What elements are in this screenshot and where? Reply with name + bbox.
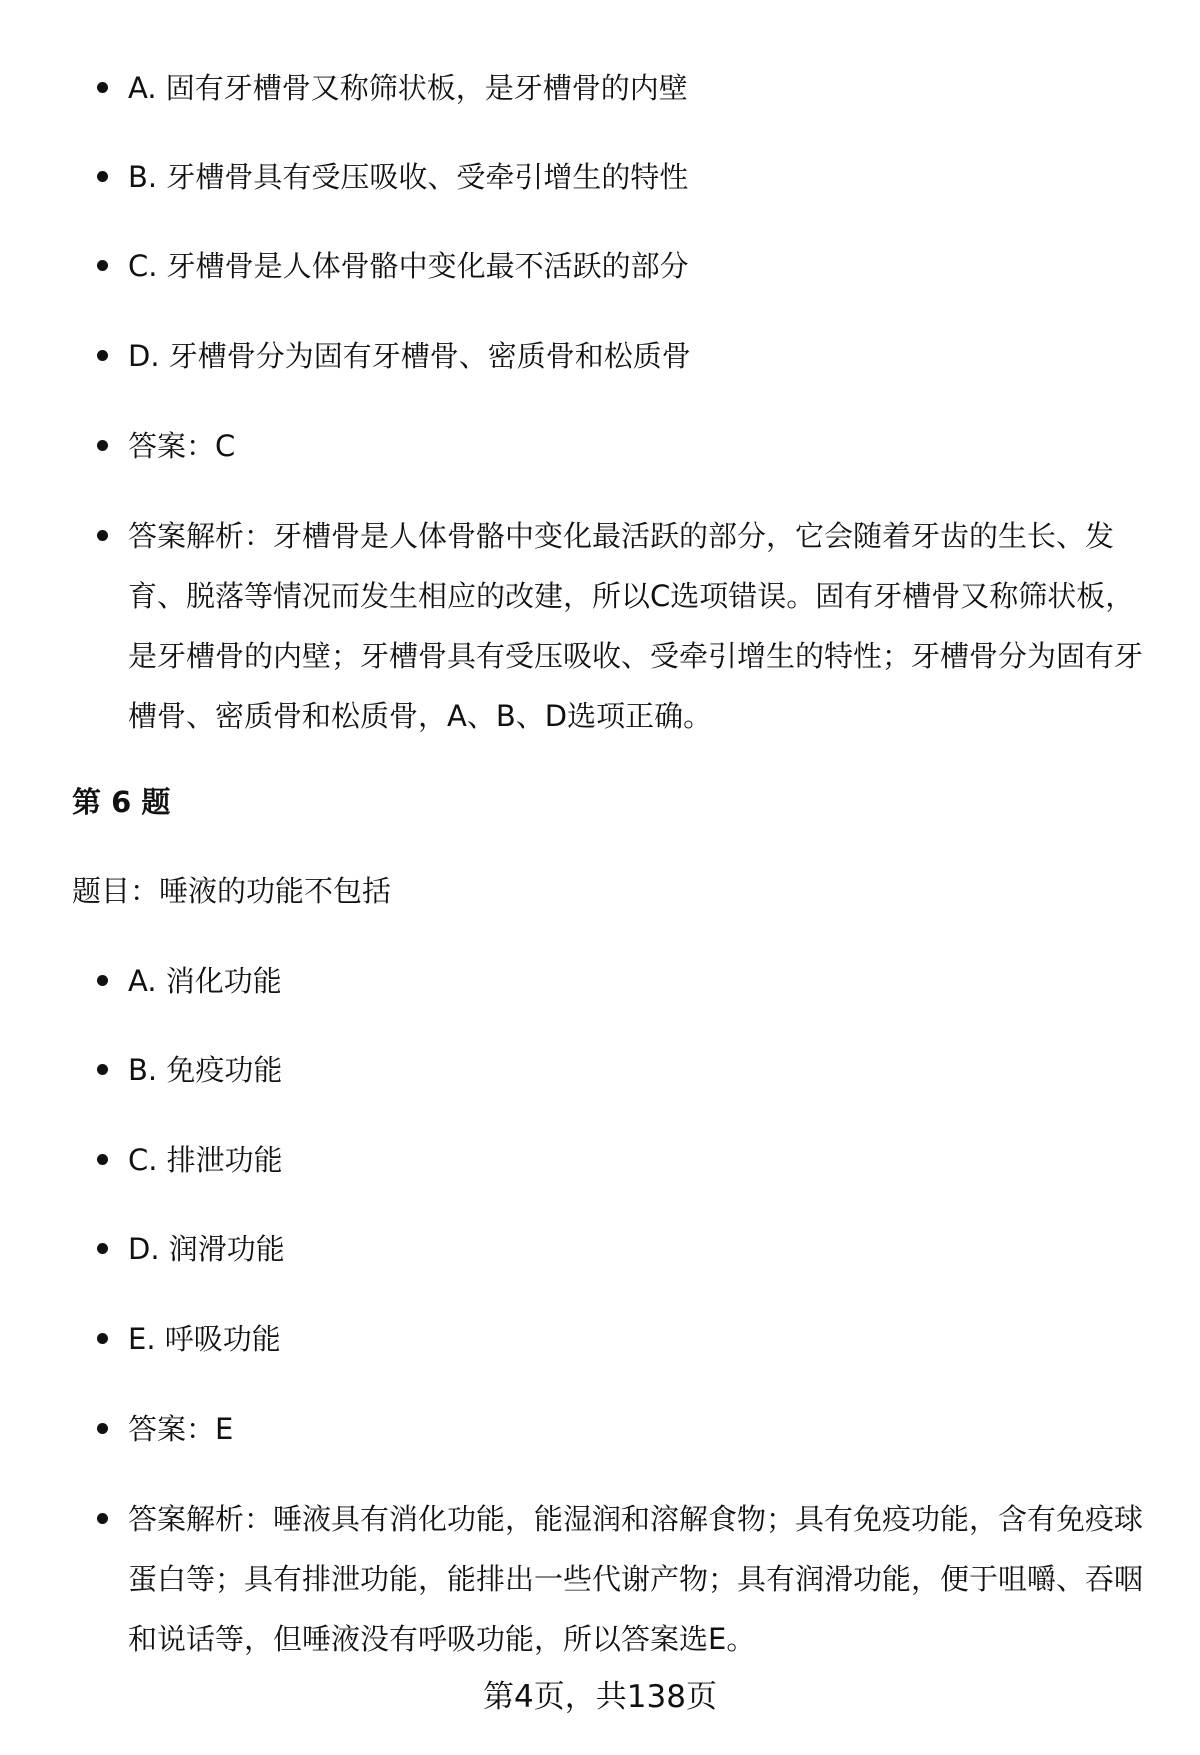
q6-option-d-text: D. 润滑功能 <box>128 1232 285 1266</box>
q5-option-b-text: B. 牙槽骨具有受压吸收、受牵引增生的特性 <box>128 160 689 194</box>
bullet <box>97 1333 108 1344</box>
bullet <box>97 440 108 451</box>
q5-option-c-text: C. 牙槽骨是人体骨骼中变化最不活跃的部分 <box>128 249 689 283</box>
bullet <box>97 1513 108 1524</box>
q5-answer-text: 答案：C <box>128 429 236 463</box>
bullet <box>97 1423 108 1434</box>
q6-explanation-text: 答案解析：唾液具有消化功能，能湿润和溶解食物；具有免疫功能，含有免疫球蛋白等；具有排泄功能，能排出一些代谢产物；具有润滑功能，便于咀嚼、吞咽和说话等，但唾液没有呼吸功能，所以答案选E。 <box>128 1502 1144 1656</box>
q6-option-b-text: B. 免疫功能 <box>128 1053 283 1087</box>
q6-option-c-text: C. 排泄功能 <box>128 1143 283 1177</box>
bullet <box>97 1243 108 1254</box>
bullet <box>97 350 108 361</box>
bullet <box>97 260 108 271</box>
q5-option-d-text: D. 牙槽骨分为固有牙槽骨、密质骨和松质骨 <box>128 339 691 373</box>
bullet <box>97 1154 108 1165</box>
bullet <box>97 82 108 93</box>
page-number: 第4页，共138页 <box>483 1679 717 1715</box>
question-heading: 第 6 题 <box>72 785 171 819</box>
bullet <box>97 1064 108 1075</box>
q6-option-a-text: A. 消化功能 <box>128 964 282 998</box>
bullet <box>97 975 108 986</box>
q5-explanation-text: 答案解析：牙槽骨是人体骨骼中变化最活跃的部分，它会随着牙齿的生长、发育、脱落等情况而发生相应的改建，所以C选项错误。固有牙槽骨又称筛状板，是牙槽骨的内壁；牙槽骨具有受压吸收、受牵引增生的特性；牙槽骨分为固有牙槽骨、密质骨和松质骨，A、B、D选项正确。 <box>128 519 1144 733</box>
question-stem: 题目：唾液的功能不包括 <box>72 874 392 908</box>
bullet <box>97 530 108 541</box>
q6-answer-text: 答案：E <box>128 1412 234 1446</box>
bullet <box>97 171 108 182</box>
q6-option-e-text: E. 呼吸功能 <box>128 1322 281 1356</box>
q5-option-a-text: A. 固有牙槽骨又称筛状板，是牙槽骨的内壁 <box>128 71 688 105</box>
